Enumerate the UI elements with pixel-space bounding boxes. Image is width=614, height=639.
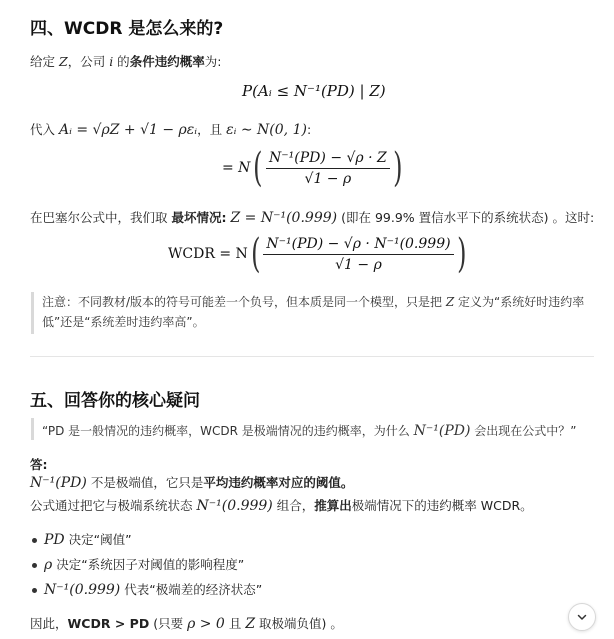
note-line1-b: 定义为“系统好时违约率 xyxy=(458,295,585,309)
scroll-to-bottom-button[interactable] xyxy=(568,603,596,631)
section4-title: 四、WCDR 是怎么来的? xyxy=(30,19,224,39)
ans2-c: 极端情况下的违约概率 WCDR。 xyxy=(351,498,533,513)
bullet-dot-icon xyxy=(32,563,37,568)
bullet-formula: PD xyxy=(44,532,65,548)
formula3-lhs: WCDR = N xyxy=(168,246,248,262)
basel-bold: 最坏情况: xyxy=(171,210,227,225)
given-prefix: 给定 xyxy=(30,54,56,69)
conclusion-b: (只要 xyxy=(153,616,184,631)
ans2-a: 公式通过把它与极端系统状态 xyxy=(30,498,193,513)
formula2-lhs: = N xyxy=(222,160,251,176)
bullet-dot-icon xyxy=(32,538,37,543)
formula2-numerator: N⁻¹(PD) − √ρ · Z xyxy=(266,150,390,169)
given-end: 为: xyxy=(204,54,222,69)
ans2-bold: 推算出 xyxy=(314,498,352,513)
bullet-item xyxy=(44,555,244,573)
conclusion-bold: WCDR > PD xyxy=(67,616,150,631)
conclusion-line xyxy=(30,614,343,632)
quote-bar xyxy=(31,418,34,440)
answer-line1 xyxy=(30,473,353,491)
conclusion-c: 且 xyxy=(228,616,242,631)
quote-b: 会出现在公式中？” xyxy=(474,424,577,438)
bullet-text: 决定“系统因子对阈值的影响程度” xyxy=(56,557,245,572)
sub-mid: ，且 xyxy=(197,122,223,137)
bullet-item xyxy=(44,580,262,598)
sub-formula: Aᵢ = √ρZ + √1 − ρεᵢ xyxy=(59,122,198,138)
given-i: i xyxy=(109,54,114,69)
answer-label: 答: xyxy=(30,457,48,472)
ans2-b: 组合， xyxy=(276,498,315,513)
conclusion-a: 因此， xyxy=(30,616,68,631)
bullet-item xyxy=(44,530,132,548)
bullet-dot-icon xyxy=(32,588,37,593)
left-paren-icon: ( xyxy=(253,145,263,191)
formula2-denominator: √1 − ρ xyxy=(304,170,352,187)
formula3-numerator: N⁻¹(PD) − √ρ · N⁻¹(0.999) xyxy=(263,236,453,255)
sub-end: : xyxy=(306,122,312,137)
ans1-bold: 平均违约概率对应的阈值。 xyxy=(203,475,354,490)
conclusion-d: 取极端负值) 。 xyxy=(259,616,343,631)
right-paren-icon: ) xyxy=(392,145,403,191)
ans1-a: 不是极端值，它只是 xyxy=(90,475,204,490)
answer-line2 xyxy=(30,496,533,514)
basel-line xyxy=(30,208,594,226)
basel-suffix: (即在 99.9% 置信水平下的系统状态) 。这时: xyxy=(341,210,595,225)
sub-eps: εᵢ ∼ N(0, 1) xyxy=(226,122,307,138)
given-bold: 条件违约概率 xyxy=(129,54,205,69)
given-suffix: 的 xyxy=(117,54,130,69)
note-block xyxy=(42,292,602,332)
conclusion-f2: Z xyxy=(245,616,256,632)
formula-conditional-normal xyxy=(222,145,405,191)
note-line1-a: 注意：不同教材/版本的符号可能差一个负号，但本质是同一个模型，只是把 xyxy=(42,295,443,309)
basel-formula: Z = N⁻¹(0.999) xyxy=(230,210,338,226)
ans1-formula: N⁻¹(PD) xyxy=(30,475,87,491)
bullet-formula: N⁻¹(0.999) xyxy=(44,582,121,598)
basel-prefix: 在巴塞尔公式中，我们取 xyxy=(30,210,168,225)
formula3-denominator: √1 − ρ xyxy=(335,256,382,273)
sub-prefix: 代入 xyxy=(30,122,56,137)
section5-title: 五、回答你的核心疑问 xyxy=(30,391,200,411)
right-paren-icon: ) xyxy=(456,231,467,277)
conclusion-f1: ρ > 0 xyxy=(187,616,225,632)
given-line xyxy=(30,52,221,70)
note-line1 xyxy=(42,292,602,312)
formula-wcdr xyxy=(168,231,469,277)
quote-formula: N⁻¹(PD) xyxy=(413,423,471,439)
note-line2: 低”还是“系统差时违约率高”。 xyxy=(42,315,205,329)
left-paren-icon: ( xyxy=(250,231,261,277)
ans2-formula: N⁻¹(0.999) xyxy=(196,498,273,514)
quote-line xyxy=(42,422,576,439)
given-mid: ，公司 xyxy=(67,54,106,69)
formula2-fraction xyxy=(266,150,390,187)
formula3-fraction xyxy=(263,236,453,273)
chevron-down-icon xyxy=(576,611,588,623)
substitute-line xyxy=(30,120,311,138)
section-divider xyxy=(30,356,594,357)
bullet-text: 决定“阈值” xyxy=(68,532,132,547)
quote-a: “PD 是一般情况的违约概率，WCDR 是极端情况的违约概率，为什么 xyxy=(42,424,410,438)
note-bar xyxy=(31,292,34,334)
formula-conditional-pd: P(Aᵢ ≤ N⁻¹(PD) | Z) xyxy=(242,82,386,100)
bullet-text: 代表“极端差的经济状态” xyxy=(124,582,263,597)
bullet-formula: ρ xyxy=(44,557,53,573)
given-var: Z xyxy=(59,54,68,69)
note-var: Z xyxy=(445,295,455,309)
